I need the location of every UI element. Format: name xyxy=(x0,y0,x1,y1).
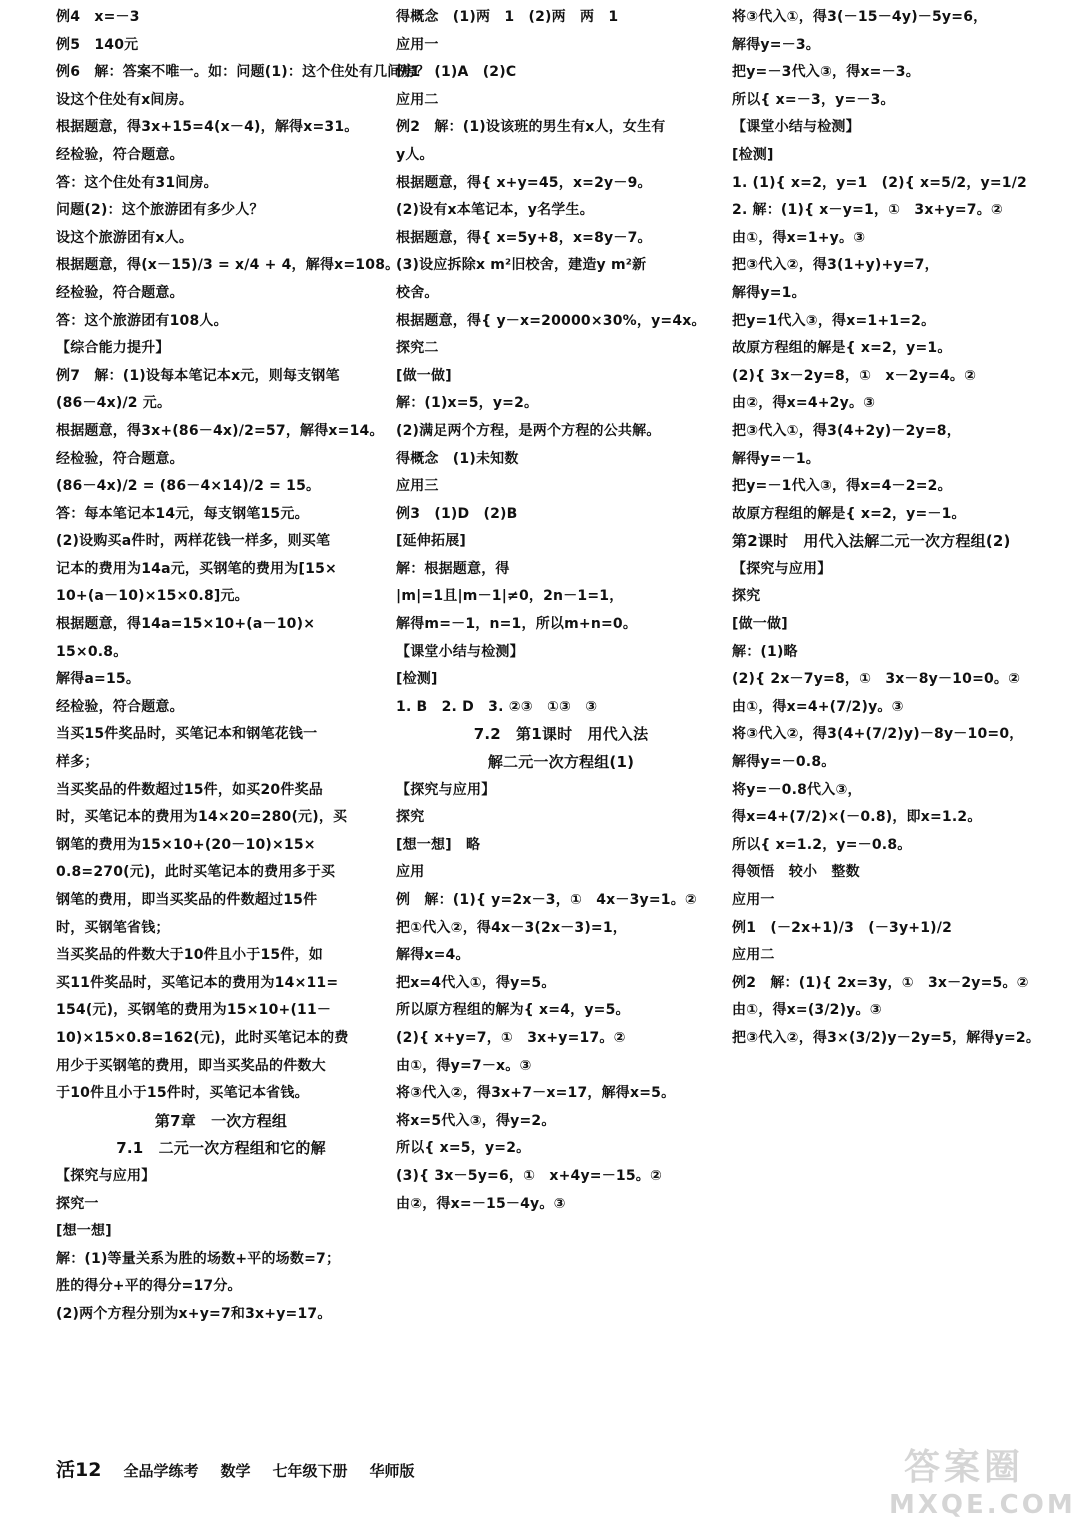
answer-line: 解：(1)等量关系为胜的场数+平的场数=7； xyxy=(56,1250,341,1267)
answer-line: 由②，得x=4+2y。③ xyxy=(732,395,876,412)
answer-line: 把y=－3代入③，得x=－3。 xyxy=(732,64,920,81)
answer-line: [想一想] xyxy=(56,1223,112,1240)
answer-line: 第7章 一次方程组 xyxy=(154,1111,288,1130)
answer-line: 由②，得x=－15－4y。③ xyxy=(396,1195,566,1212)
answer-line: (2)设有x本笔记本，y名学生。 xyxy=(396,202,594,219)
answer-line: 由①，得x=(3/2)y。③ xyxy=(732,1002,882,1019)
answer-line: (2)满足两个方程，是两个方程的公共解。 xyxy=(396,422,661,439)
answer-line: 校舍。 xyxy=(396,284,439,301)
answer-line: [做一做] xyxy=(732,616,788,633)
answer-line: 将x=5代入③，得y=2。 xyxy=(396,1112,556,1129)
answer-line: 得领悟 较小 整数 xyxy=(732,864,860,881)
answer-line: 经检验，符合题意。 xyxy=(56,450,184,467)
answer-line: (86－4x)/2 = (86－4×14)/2 = 15。 xyxy=(56,478,321,495)
answer-line: 1. B 2. D 3. ②③ ①③ ③ xyxy=(396,698,598,715)
answer-line: 【探究与应用】 xyxy=(732,560,832,577)
answer-line: 根据题意，得3x+(86－4x)/2=57，解得x=14。 xyxy=(56,422,384,439)
answer-line: 应用二 xyxy=(732,947,775,964)
answer-line: 7.1 二元一次方程组和它的解 xyxy=(116,1139,326,1158)
answer-line: 【探究与应用】 xyxy=(56,1167,156,1184)
answer-line: 由①，得x=1+y。③ xyxy=(732,229,866,246)
answer-line: 故原方程组的解是{ x=2，y=1。 xyxy=(732,340,952,357)
answer-line: 把③代入②，得3(1+y)+y=7， xyxy=(732,257,939,274)
grade-label: 七年级下册 xyxy=(272,1462,348,1480)
answer-line: 10)×15×0.8=162(元)，此时买笔记本的费 xyxy=(56,1029,349,1046)
answer-line: 7.2 第1课时 用代入法 xyxy=(473,725,649,744)
answer-line: 15×0.8。 xyxy=(56,643,128,660)
answer-line: 探究一 xyxy=(56,1195,99,1212)
answer-line: 解得x=4。 xyxy=(396,947,470,964)
watermark-top: 答案圈 xyxy=(903,1447,1024,1488)
answer-line: 解得m=－1，n=1，所以m+n=0。 xyxy=(396,616,638,633)
answer-line: 当买奖品的件数大于10件且小于15件，如 xyxy=(56,947,323,964)
answer-line: 得概念 (1)未知数 xyxy=(396,450,519,467)
answer-line: 解：(1)x=5，y=2。 xyxy=(396,395,539,412)
answer-line: 时，买钢笔省钱； xyxy=(56,919,170,936)
answer-line: 解得y=－1。 xyxy=(732,450,820,467)
answer-line: 故原方程组的解是{ x=2，y=－1。 xyxy=(732,505,966,522)
answer-line: 例2 解：(1)设该班的男生有x人，女生有 xyxy=(396,119,666,136)
answer-line: 将③代入②，得3x+7－x=17，解得x=5。 xyxy=(396,1085,676,1102)
answer-line: 于10件且小于15件时，买笔记本省钱。 xyxy=(56,1085,309,1102)
answer-line: 应用三 xyxy=(396,478,439,495)
answer-line: 解：根据题意，得 xyxy=(396,560,510,577)
answer-line: 经检验，符合题意。 xyxy=(56,284,184,301)
answer-line: 由①，得x=4+(7/2)y。③ xyxy=(732,698,904,715)
answer-line: 当买15件奖品时，买笔记本和钢笔花钱一 xyxy=(56,726,318,743)
answer-line: 经检验，符合题意。 xyxy=(56,146,184,163)
answer-line: 答：这个住处有31间房。 xyxy=(56,174,218,191)
answer-line: 样多； xyxy=(56,754,99,771)
answer-line: 钢笔的费用为15×10+(20－10)×15× xyxy=(56,836,316,853)
answer-line: 把③代入①，得3(4+2y)－2y=8， xyxy=(732,422,961,439)
answer-line: 根据题意，得3x+15=4(x－4)，解得x=31。 xyxy=(56,119,359,136)
answer-line: 将③代入①，得3(－15－4y)－5y=6， xyxy=(732,9,988,25)
answer-line: 例 解：(1){ y=2x－3，① 4x－3y=1。② xyxy=(396,892,697,908)
answer-line: 记本的费用为14a元，买钢笔的费用为[15× xyxy=(56,560,337,577)
answer-line: 2. 解：(1){ x－y=1，① 3x+y=7。② xyxy=(732,202,1003,219)
answer-line: 【综合能力提升】 xyxy=(56,340,170,357)
answer-line: 根据题意，得{ y－x=20000×30%，y=4x。 xyxy=(396,312,706,329)
answer-line: 用少于买钢笔的费用，即当买奖品的件数大 xyxy=(56,1057,326,1074)
answer-line: (3)设应拆除x m²旧校舍，建造y m²新 xyxy=(396,257,647,274)
answer-line: 问题(2)：这个旅游团有多少人？ xyxy=(56,202,264,219)
subject-label: 数学 xyxy=(220,1462,251,1480)
answer-line: 根据题意，得{ x=5y+8，x=8y－7。 xyxy=(396,229,652,246)
answer-line: 探究 xyxy=(396,809,425,826)
answer-line: 根据题意，得(x－15)/3 = x/4 + 4，解得x=108。 xyxy=(56,257,400,274)
answer-line: [想一想] 略 xyxy=(396,836,481,853)
answer-line: 把y=－1代入③，得x=4－2=2。 xyxy=(732,478,952,495)
answer-line: [做一做] xyxy=(396,367,452,384)
answer-line: 买11件奖品时，买笔记本的费用为14×11= xyxy=(56,974,339,991)
page-footer xyxy=(56,1455,415,1482)
answer-line: 解：(1)略 xyxy=(732,643,798,660)
answer-line: 由①，得y=7－x。③ xyxy=(396,1057,532,1074)
answer-line: [延伸拓展] xyxy=(396,533,466,550)
answer-line: 例4 x=－3 xyxy=(56,9,140,25)
answer-line: 【探究与应用】 xyxy=(396,781,496,798)
answer-line: 应用二 xyxy=(396,91,439,108)
answer-line: 应用一 xyxy=(732,892,775,908)
answer-line: 例1 (1)A (2)C xyxy=(396,64,517,81)
answer-line: 时，买笔记本的费用为14×20=280(元)，买 xyxy=(56,809,348,826)
answer-line: 设这个住处有x间房。 xyxy=(56,91,194,108)
page-number: 活12 xyxy=(56,1459,102,1481)
answer-line: 第2课时 用代入法解二元一次方程组(2) xyxy=(732,532,1011,551)
answer-line: 探究二 xyxy=(396,340,439,357)
answer-line: 得概念 (1)两 1 (2)两 两 1 xyxy=(396,9,619,25)
watermark-logo xyxy=(889,1446,1076,1526)
answer-line: 答：每本笔记本14元，每支钢笔15元。 xyxy=(56,505,309,522)
answer-line: 所以{ x=－3，y=－3。 xyxy=(732,91,895,108)
answer-line: 例2 解：(1){ 2x=3y，① 3x－2y=5。② xyxy=(732,974,1029,991)
answer-line: y人。 xyxy=(396,146,434,163)
answer-line: 1. (1){ x=2，y=1 (2){ x=5/2，y=1/2 xyxy=(732,174,1027,191)
answer-line: (2){ x+y=7，① 3x+y=17。② xyxy=(396,1029,626,1046)
answer-line: 当买奖品的件数超过15件，如买20件奖品 xyxy=(56,781,323,798)
answer-line: 所以{ x=1.2，y=－0.8。 xyxy=(732,836,912,853)
answer-line: (86－4x)/2 元。 xyxy=(56,395,172,412)
answer-line: [检测] xyxy=(732,146,774,163)
answer-line: 10+(a－10)×15×0.8]元。 xyxy=(56,588,249,605)
answer-line: 把①代入②，得4x－3(2x－3)=1， xyxy=(396,919,628,936)
answer-line: 所以{ x=5，y=2。 xyxy=(396,1140,531,1157)
answer-line: 解得a=15。 xyxy=(56,671,141,688)
answer-line: 根据题意，得{ x+y=45，x=2y－9。 xyxy=(396,174,652,191)
answer-line: 把③代入②，得3×(3/2)y－2y=5，解得y=2。 xyxy=(732,1029,1041,1046)
answer-line: (2){ 2x－7y=8，① 3x－8y－10=0。② xyxy=(732,671,1021,688)
answer-line: 例5 140元 xyxy=(56,36,139,53)
column-3 xyxy=(732,4,1050,1053)
answer-line: 根据题意，得14a=15×10+(a－10)× xyxy=(56,616,316,633)
answer-line: 例1 (－2x+1)/3 (－3y+1)/2 xyxy=(732,919,953,936)
answer-line: 将y=－0.8代入③， xyxy=(732,781,862,798)
answer-line: |m|=1且|m－1|≠0，2n－1=1， xyxy=(396,588,624,605)
answer-line: 探究 xyxy=(732,588,761,605)
answer-line: 0.8=270(元)，此时买笔记本的费用多于买 xyxy=(56,864,336,881)
publisher-label: 华师版 xyxy=(369,1462,415,1480)
answer-line: 【课堂小结与检测】 xyxy=(396,643,524,660)
answer-line: 154(元)，买钢笔的费用为15×10+(11－ xyxy=(56,1002,332,1019)
answer-line: 应用 xyxy=(396,864,425,881)
answer-line: 解得y=－0.8。 xyxy=(732,754,836,771)
answer-line: 例7 解：(1)设每本笔记本x元，则每支钢笔 xyxy=(56,367,340,384)
answer-line: 所以原方程组的解为{ x=4，y=5。 xyxy=(396,1002,630,1019)
answer-line: [检测] xyxy=(396,671,438,688)
answer-line: 把x=4代入①，得y=5。 xyxy=(396,974,556,991)
answer-line: 应用一 xyxy=(396,36,439,53)
watermark-bottom: MXQE.COM xyxy=(889,1490,1076,1520)
answer-line: 答：这个旅游团有108人。 xyxy=(56,312,228,329)
answer-line: 设这个旅游团有x人。 xyxy=(56,229,194,246)
answer-line: (2)设购买a件时，两样花钱一样多，则买笔 xyxy=(56,533,331,550)
book-title: 全品学练考 xyxy=(123,1462,199,1480)
column-2 xyxy=(396,4,726,1218)
answer-line: 例3 (1)D (2)B xyxy=(396,505,518,522)
answer-line: (2)两个方程分别为x+y=7和3x+y=17。 xyxy=(56,1305,332,1322)
answer-line: 解二元一次方程组(1) xyxy=(487,753,635,772)
answer-line: 把y=1代入③，得x=1+1=2。 xyxy=(732,312,936,329)
answer-line: (3){ 3x－5y=6，① x+4y=－15。② xyxy=(396,1167,663,1184)
answer-line: 例6 解：答案不唯一。如：问题(1)：这个住处有几间房？ xyxy=(56,64,430,81)
answer-line: 得x=4+(7/2)×(－0.8)，即x=1.2。 xyxy=(732,809,982,826)
answer-line: 将③代入②，得3(4+(7/2)y)－8y－10=0， xyxy=(732,726,1024,743)
answer-line: 胜的得分+平的得分=17分。 xyxy=(56,1278,242,1295)
answer-line: 【课堂小结与检测】 xyxy=(732,119,860,136)
answer-line: 解得y=1。 xyxy=(732,284,806,301)
answer-line: 钢笔的费用，即当买奖品的件数超过15件 xyxy=(56,892,318,908)
answer-line: (2){ 3x－2y=8，① x－2y=4。② xyxy=(732,367,977,384)
answer-line: 经检验，符合题意。 xyxy=(56,698,184,715)
answer-line: 解得y=－3。 xyxy=(732,36,820,53)
